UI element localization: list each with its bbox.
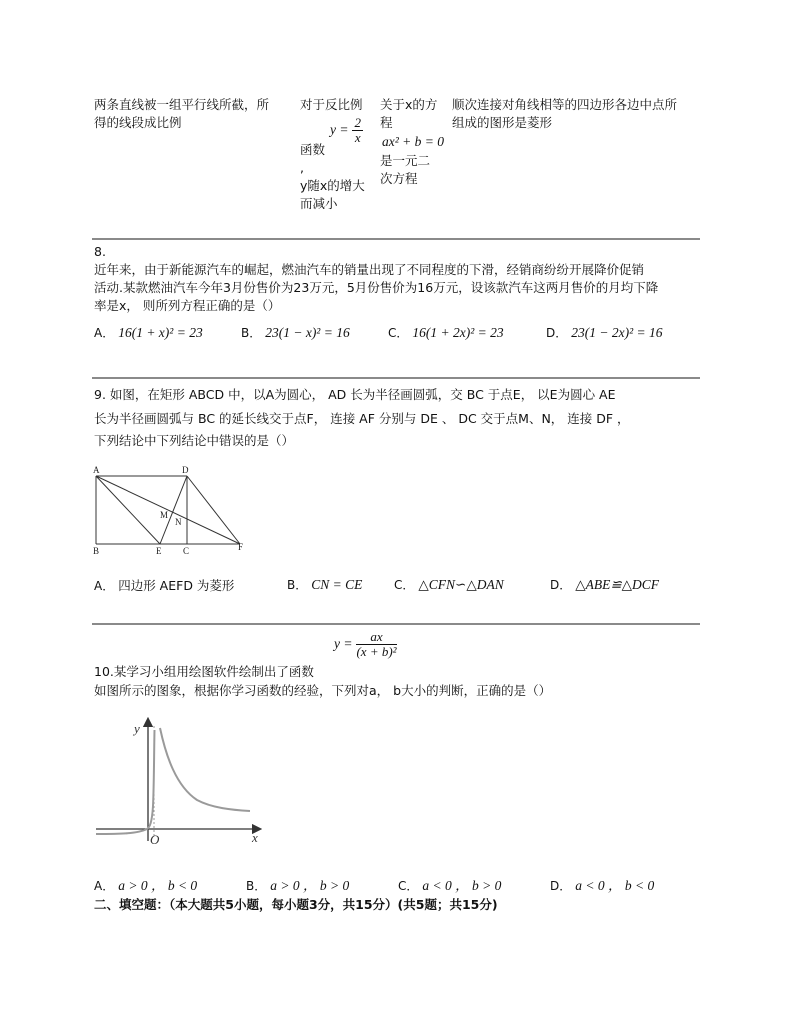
- q10-option-c[interactable]: [398, 874, 501, 894]
- table-col2-formula: [330, 116, 363, 145]
- option-expr: a < 0 ， b < 0: [575, 878, 655, 893]
- option-label: C．: [388, 326, 409, 340]
- table-col3-formula: ax² + b = 0: [382, 134, 445, 149]
- divider: [92, 238, 700, 240]
- q10-line1: 10.某学习小组用绘图软件绘制出了函数: [94, 664, 314, 679]
- q9-option-a[interactable]: [94, 576, 234, 594]
- table-col2-text-d: y随x的增大: [300, 178, 365, 193]
- q9-line3: 下列结论中下列结论中错误的是（）: [94, 433, 295, 448]
- segment-df: [187, 476, 240, 544]
- option-expr: △CFN∽△DAN: [418, 577, 504, 592]
- formula-numerator: 2: [354, 115, 361, 130]
- q10-formula: [334, 630, 397, 659]
- q8-number: 8.: [94, 244, 106, 259]
- curve-right-branch: [160, 728, 250, 811]
- table-col4-line2: 组成的图形是菱形: [452, 115, 553, 130]
- table-col1-line2: 得的线段成比例: [94, 115, 182, 130]
- label-m: M: [160, 510, 169, 520]
- formula-denominator: (x + b)²: [356, 644, 397, 659]
- option-label: D．: [550, 578, 572, 592]
- option-expr: 16(1 + x)² = 23: [118, 325, 203, 340]
- option-expr: 23(1 − 2x)² = 16: [571, 325, 663, 340]
- option-label: A．: [94, 579, 115, 593]
- q10-option-d[interactable]: [550, 874, 654, 894]
- option-expr: a > 0 ， b > 0: [270, 878, 350, 893]
- option-label: C．: [394, 578, 415, 592]
- q8-line3: 率是x， 则所列方程正确的是（）: [94, 298, 281, 313]
- formula-lhs: y =: [330, 122, 349, 137]
- label-c: C: [183, 546, 190, 556]
- formula-lhs: y =: [334, 636, 353, 651]
- q8-option-b[interactable]: [241, 324, 350, 341]
- table-col3-text-d: 次方程: [380, 171, 418, 186]
- divider: [92, 623, 700, 625]
- label-a: A: [93, 465, 100, 475]
- q8-line2: 活动.某款燃油汽车今年3月份售价为23万元，5月份售价为16万元，设该款汽车这两月售价的月均下降: [94, 280, 659, 295]
- q9-line2: 长为半径画圆弧与 BC 的延长线交于点F， 连接 AF 分别与 DE 、 DC 交于点M、N， 连接 DF ，: [94, 411, 630, 426]
- table-col2-text-a: 对于反比例: [300, 97, 363, 112]
- q9-option-d[interactable]: [550, 576, 659, 593]
- label-d: D: [182, 465, 189, 475]
- q10-graph: [92, 716, 267, 846]
- option-label: C．: [398, 879, 419, 893]
- divider: [92, 377, 700, 379]
- q10-line2: 如图所示的图象，根据你学习函数的经验，下列对a， b大小的判断，正确的是（）: [94, 683, 552, 698]
- y-axis-label: y: [134, 721, 140, 736]
- q10-option-b[interactable]: [246, 874, 349, 894]
- table-col4-line1: 顺次连接对角线相等的四边形各边中点所: [452, 97, 678, 112]
- option-label: B．: [287, 578, 308, 592]
- table-col2-text-b: 函数: [300, 142, 326, 157]
- q9-line1: 9. 如图，在矩形 ABCD 中，以A为圆心， AD 长为半径画圆弧，交 BC 于点E， 以E为圆心 AE: [94, 387, 616, 402]
- q10-option-a[interactable]: [94, 874, 197, 894]
- table-col2-text-c: ,: [300, 160, 304, 175]
- q8-option-a[interactable]: [94, 324, 203, 341]
- q8-line1: 近年来，由于新能源汽车的崛起，燃油汽车的销量出现了不同程度的下滑，经销商纷纷开展降价促销: [94, 262, 645, 277]
- option-label: A．: [94, 879, 115, 893]
- q9-option-b[interactable]: [287, 576, 362, 593]
- curve-left-branch: [96, 730, 155, 834]
- table-col2-text-e: 而减小: [300, 196, 338, 211]
- option-label: D．: [550, 879, 572, 893]
- option-expr: CN = CE: [311, 577, 363, 592]
- segment-ae: [96, 476, 160, 544]
- option-expr: 16(1 + 2x)² = 23: [412, 325, 504, 340]
- table-col1-line1: 两条直线被一组平行线所截，所: [94, 97, 270, 112]
- formula-denominator: x: [354, 130, 361, 145]
- table-col3-text-b: 程: [380, 115, 393, 130]
- section-2-title: 二、填空题：（本大题共5小题，每小题3分，共15分）(共5题；共15分): [94, 897, 498, 912]
- formula-fraction: [352, 116, 363, 145]
- option-expr: a < 0 ， b > 0: [422, 878, 502, 893]
- origin-label: O: [150, 832, 160, 846]
- formula-fraction: [356, 630, 396, 659]
- option-expr: 四边形 AEFD 为菱形: [118, 578, 235, 593]
- q9-option-c[interactable]: [394, 576, 504, 593]
- label-f: F: [238, 542, 244, 552]
- option-label: B．: [241, 326, 262, 340]
- option-label: A．: [94, 326, 115, 340]
- q8-option-d[interactable]: [546, 324, 663, 341]
- table-col3-text-c: 是一元二: [380, 153, 431, 168]
- option-expr: △ABE≌△DCF: [575, 577, 660, 592]
- label-e: E: [156, 546, 162, 556]
- option-expr: 23(1 − x)² = 16: [265, 325, 350, 340]
- x-axis-label: x: [252, 830, 258, 845]
- table-col3-text-a: 关于x的方: [380, 97, 438, 112]
- option-expr: a > 0 ， b < 0: [118, 878, 198, 893]
- q9-figure: [90, 462, 250, 557]
- option-label: B．: [246, 879, 267, 893]
- label-n: N: [175, 517, 182, 527]
- label-b: B: [93, 546, 100, 556]
- formula-numerator: ax: [356, 630, 396, 645]
- option-label: D．: [546, 326, 568, 340]
- q8-option-c[interactable]: [388, 324, 504, 341]
